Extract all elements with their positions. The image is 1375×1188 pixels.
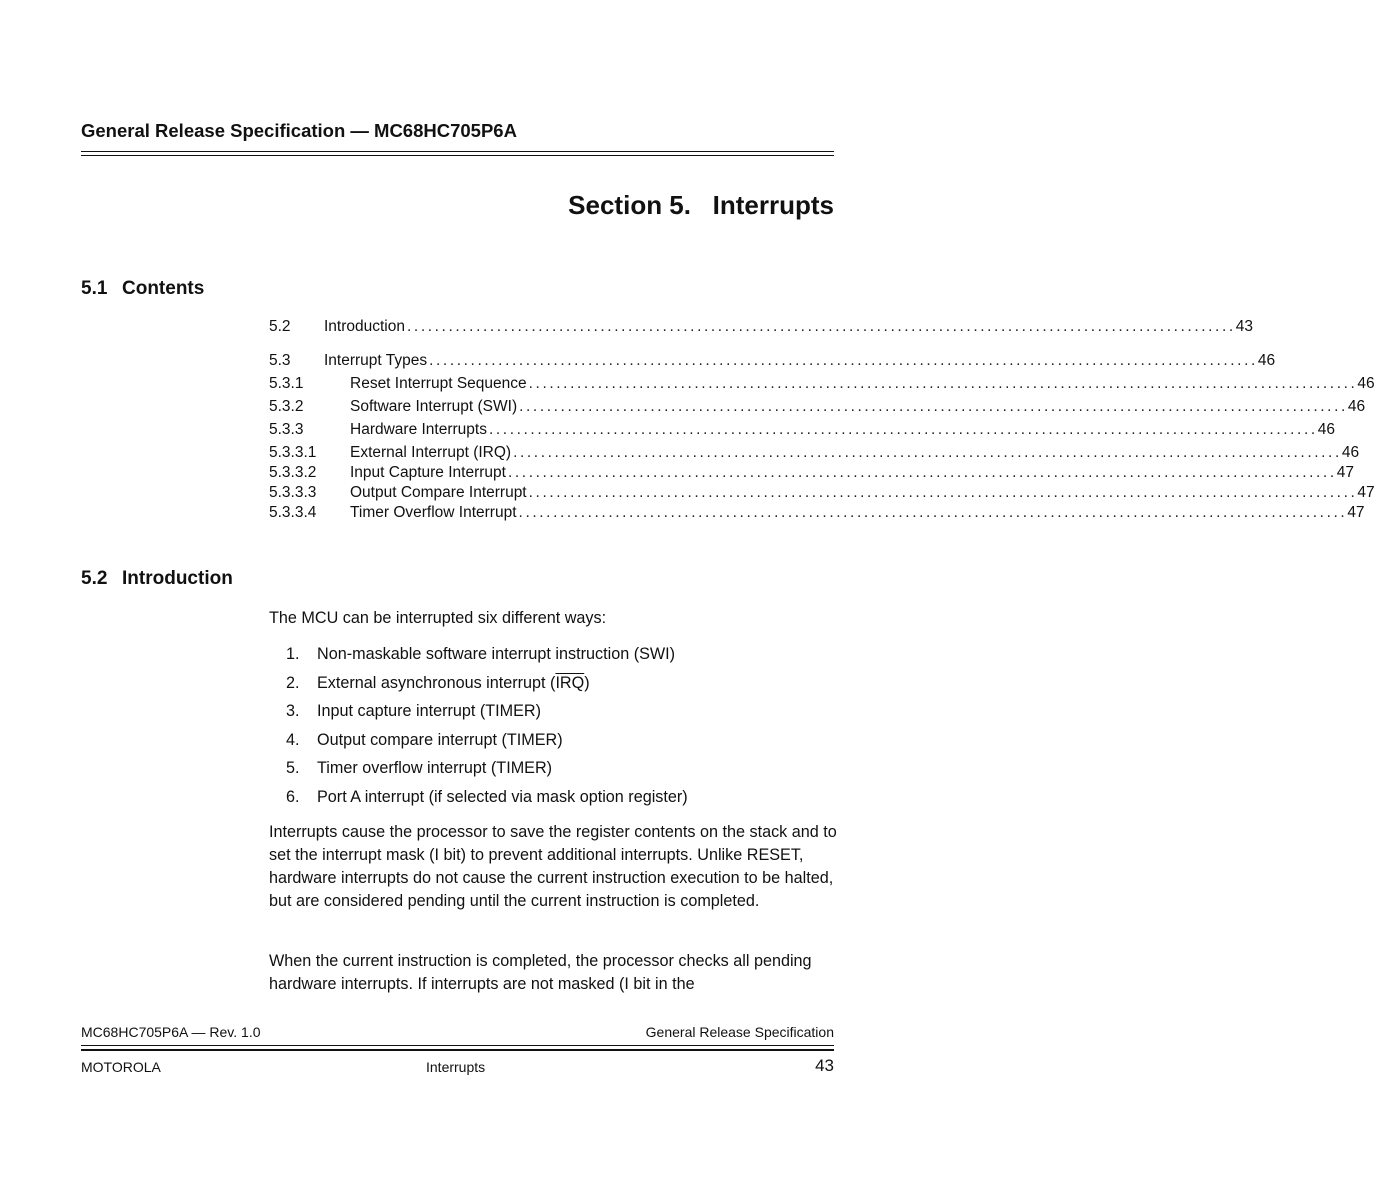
toc-entry[interactable]	[269, 398, 1366, 418]
toc-entry[interactable]	[269, 318, 1254, 338]
footer-specification: General Release Specification	[645, 1024, 834, 1040]
introduction-paragraph-2: When the current instruction is completed, the processor checks all pending hardware interrupts. If interrupts are not masked (I bit in the	[269, 952, 812, 993]
list-item	[286, 788, 688, 807]
toc-entry-number: 5.3.2	[269, 398, 304, 415]
list-item-text: Output compare interrupt (TIMER)	[317, 731, 563, 749]
footer-document-revision: MC68HC705P6A — Rev. 1.0	[81, 1024, 261, 1040]
list-item	[286, 702, 541, 721]
footer-rule	[81, 1049, 834, 1051]
list-item-text: Port A interrupt (if selected via mask option register)	[317, 788, 688, 806]
toc-entry-number: 5.3.3.4	[269, 504, 317, 521]
toc-entry-page: 46	[1357, 375, 1375, 392]
toc-dot-leader: ........................................................................................................................	[518, 504, 1348, 521]
toc-dot-leader: ........................................................................................................................	[407, 318, 1236, 335]
toc-entry-page: 46	[1347, 398, 1366, 415]
list-item-number: 1.	[286, 645, 300, 663]
toc-dot-leader: ........................................................................................................................	[488, 421, 1318, 438]
toc-entry[interactable]	[269, 464, 1354, 484]
toc-entry-page: 47	[1357, 484, 1375, 501]
list-item	[286, 759, 552, 778]
toc-entry[interactable]	[269, 421, 1336, 441]
toc-entry-page: 46	[1317, 421, 1336, 438]
toc-entry-number: 5.3.3	[269, 421, 304, 438]
list-item-text-end: )	[584, 674, 590, 692]
footer-company: MOTOROLA	[81, 1059, 161, 1075]
toc-entry-title: Timer Overflow Interrupt	[350, 504, 517, 521]
list-item	[286, 645, 675, 664]
toc-entry-number: 5.3	[269, 352, 291, 369]
toc-entry[interactable]	[269, 444, 1360, 464]
introduction-lead: The MCU can be interrupted six different ways:	[269, 609, 607, 627]
introduction-heading	[81, 568, 233, 590]
list-item-number: 3.	[286, 702, 300, 720]
footer-rule-thin	[81, 1045, 834, 1046]
toc-entry-number: 5.2	[269, 318, 291, 335]
toc-entry-page: 43	[1235, 318, 1254, 335]
toc-entry-title: External Interrupt (IRQ)	[350, 444, 512, 461]
list-item-text: Input capture interrupt (TIMER)	[317, 702, 542, 720]
list-item-number: 2.	[286, 674, 300, 692]
toc-entry-number: 5.3.1	[269, 375, 304, 392]
header-rule-thin	[81, 155, 834, 156]
toc-entry-title: Software Interrupt (SWI)	[350, 398, 518, 415]
toc-entry-number: 5.3.3.3	[269, 484, 317, 501]
contents-heading-title: Contents	[122, 278, 205, 299]
irq-overline-text: $\overline{IRQ}$	[555, 674, 585, 692]
toc-entry-number: 5.3.3.2	[269, 464, 317, 481]
toc-dot-leader: ........................................................................................................................	[528, 484, 1358, 501]
section-title: Section 5. Interrupts	[568, 190, 834, 220]
toc-entry-title: Hardware Interrupts	[350, 421, 487, 438]
list-item	[286, 674, 590, 693]
toc-dot-leader: ........................................................................................................................	[513, 444, 1342, 461]
list-item	[286, 731, 563, 750]
toc-entry-title: Output Compare Interrupt	[350, 484, 527, 501]
toc-entry-title: Interrupt Types	[324, 352, 428, 369]
footer-section-name: Interrupts	[426, 1059, 486, 1075]
toc-entry[interactable]	[269, 352, 1276, 372]
toc-dot-leader: ........................................................................................................................	[519, 398, 1348, 415]
contents-heading-number: 5.1	[81, 278, 108, 299]
toc-entry[interactable]	[269, 504, 1365, 524]
toc-entry-title: Input Capture Interrupt	[350, 464, 506, 481]
list-item-number: 4.	[286, 731, 300, 749]
toc-entry-page: 46	[1341, 444, 1360, 461]
page-number: 43	[815, 1056, 834, 1075]
introduction-heading-title: Introduction	[122, 568, 233, 589]
toc-entry-title: Introduction	[324, 318, 405, 335]
document-header-title: General Release Specification — MC68HC705P6A	[81, 120, 517, 141]
toc-entry-page: 47	[1347, 504, 1365, 521]
toc-entry-page: 47	[1336, 464, 1354, 481]
toc-dot-leader: ........................................................................................................................	[507, 464, 1337, 481]
introduction-heading-number: 5.2	[81, 568, 108, 589]
contents-heading	[81, 278, 204, 300]
toc-entry[interactable]	[269, 484, 1375, 504]
list-item-text: External asynchronous interrupt (	[317, 674, 556, 692]
list-item-number: 5.	[286, 759, 300, 777]
toc-entry[interactable]	[269, 375, 1375, 395]
list-item-text: Timer overflow interrupt (TIMER)	[317, 759, 553, 777]
list-item-number: 6.	[286, 788, 300, 806]
toc-entry-title: Reset Interrupt Sequence	[350, 375, 527, 392]
toc-entry-number: 5.3.3.1	[269, 444, 317, 461]
list-item-text: Non-maskable software interrupt instruction (SWI)	[317, 645, 676, 663]
header-rule	[81, 151, 834, 152]
toc-entry-page: 46	[1257, 352, 1276, 369]
introduction-paragraph-1: Interrupts cause the processor to save the register contents on the stack and to set the interrupt mask (I bit) to prevent additional interrupts. Unlike RESET, hardware interrupts do not cause the current instruction execution to be halted, but are considered pending until the current instruction is completed.	[269, 823, 837, 910]
toc-dot-leader: ........................................................................................................................	[528, 375, 1358, 392]
toc-dot-leader: ........................................................................................................................	[429, 352, 1258, 369]
